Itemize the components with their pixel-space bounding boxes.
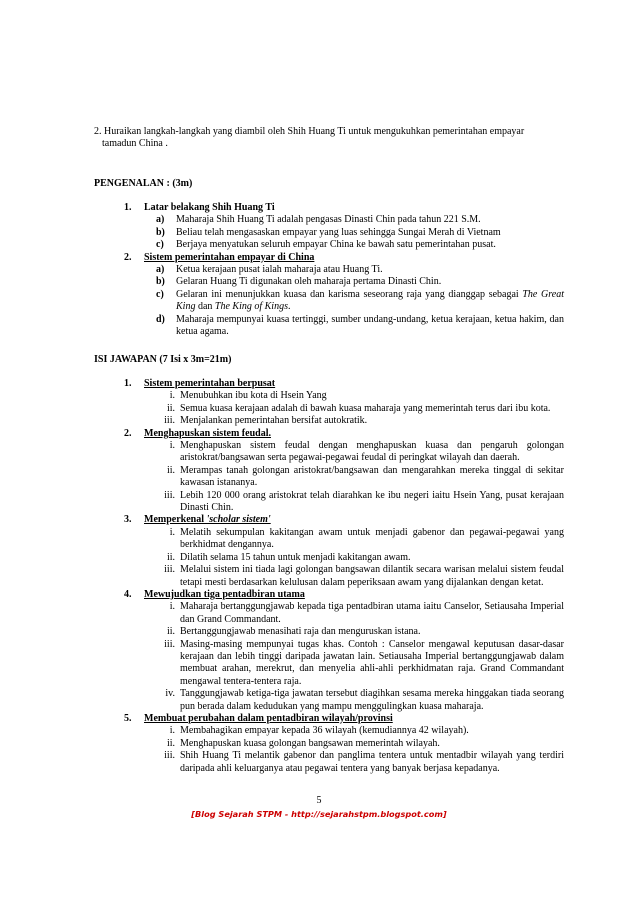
point	[156, 552, 564, 564]
point-marker: i.	[169, 390, 175, 402]
isi-item-2	[124, 428, 564, 440]
point-text-post: .	[287, 301, 291, 313]
item-number: 2.	[124, 427, 132, 439]
point-marker: b)	[156, 276, 165, 288]
item-number: 5.	[124, 712, 132, 724]
point-text: Ketua kerajaan pusat ialah maharaja atau Huang Ti.	[176, 264, 383, 276]
question-line-1: 2. Huraikan langkah-langkah yang diambil oleh Shih Huang Ti untuk mengukuhkan pemerintahan empayar	[94, 126, 525, 137]
pengenalan-item-2	[124, 252, 564, 264]
point-text: Menjalankan pemerintahan bersifat autokratik.	[180, 415, 368, 427]
point-text: Merampas tanah golongan aristokrat/bangsawan dan mengarahkan mereka tinggal di sekitar kawasan istananya.	[180, 464, 564, 489]
page-number: 5	[316, 795, 322, 806]
point-text-italic-2: The King of Kings	[214, 301, 288, 313]
point-text	[176, 289, 564, 314]
point-marker: i.	[169, 526, 175, 538]
point-marker: i.	[169, 601, 175, 613]
point	[156, 440, 564, 465]
point	[156, 750, 564, 775]
point-marker: ii.	[166, 464, 175, 476]
point-text: Semua kuasa kerajaan adalah di bawah kuasa maharaja yang memerintah terus dari ibu kota.	[180, 402, 551, 414]
point-marker: ii.	[166, 626, 175, 638]
point-text: Melalui sistem ini tiada lagi golongan bangsawan dilantik secara warisan melalui sistem feudal tetapi mesti berdasarkan kelulusan dalam peperiksaan awam yang dijalankan dengan ketat.	[180, 564, 564, 588]
point-text: Masing-masing mempunyai tugas khas. Contoh : Canselor mengawal keputusan dasar-dasar kerajaan dan lebih tinggi daripada jawatan lain. Setiausaha Imperial bertanggungjawab dalam membuat arahan, merekrut, dan menyelia ahli-ahli perkhidmatan raja. Grand Commandant mengawal tentera-tentera raja.	[180, 638, 564, 687]
isi-item-5	[124, 713, 564, 725]
point-text: Membahagikan empayar kepada 36 wilayah (kemudiannya 42 wilayah).	[180, 725, 469, 737]
item-number: 3.	[124, 514, 132, 526]
point	[156, 227, 564, 239]
point-text: Maharaja bertanggungjawab kepada tiga pentadbiran utama iaitu Canselor, Setiausaha Imperial dan Grand Commandant.	[180, 601, 564, 625]
item-label: Membuat perubahan dalam pentadbiran wilayah/provinsi	[144, 712, 393, 724]
point-text: Menghapuskan kuasa golongan bangsawan memerintah wilayah.	[180, 737, 440, 749]
point-marker: iii.	[164, 564, 175, 576]
point-marker: ii.	[166, 737, 175, 749]
point-text: Maharaja Shih Huang Ti adalah pengasas Dinasti Chin pada tahun 221 S.M.	[176, 214, 481, 226]
point-marker: c)	[156, 288, 164, 300]
point-marker: i.	[169, 725, 175, 737]
item-label: Latar belakang Shih Huang Ti	[144, 202, 275, 213]
point-marker: ii.	[166, 551, 175, 563]
point	[156, 289, 564, 314]
item-number: 4.	[124, 588, 132, 600]
point-marker: iii.	[164, 638, 175, 650]
point	[156, 626, 564, 638]
point-text: Berjaya menyatukan seluruh empayar China ke bawah satu pemerintahan pusat.	[176, 239, 496, 251]
point-marker: iii.	[164, 750, 175, 762]
point	[156, 415, 564, 427]
point	[156, 214, 564, 226]
point	[156, 276, 564, 288]
item-label: Sistem pemerintahan berpusat	[144, 378, 276, 389]
point	[156, 465, 564, 490]
pengenalan-list	[124, 202, 564, 338]
point	[156, 264, 564, 276]
item-label: Menghapuskan sistem feudal.	[144, 427, 271, 439]
point	[156, 239, 564, 251]
point-text-pre: Gelaran ini menunjukkan kuasa dan karisma seseorang raja yang dianggap sebagai	[176, 288, 523, 300]
point-text: Shih Huang Ti melantik gabenor dan panglima tentera untuk mentadbir wilayah yang terdiri daripada ahli keluarganya atau pegawai tentera yang banyak berjasa kepadanya.	[180, 750, 564, 774]
item-number: 1.	[124, 202, 132, 213]
isi-item-4	[124, 589, 564, 601]
point-marker: c)	[156, 239, 164, 251]
isi-list	[124, 378, 564, 775]
point-text: Beliau telah mengasaskan empayar yang luas sehingga Sungai Merah di Vietnam	[176, 226, 501, 238]
isi-item-1	[124, 378, 564, 390]
point-marker: a)	[156, 214, 165, 226]
item-label-text: Memperkenal	[144, 514, 207, 526]
isi-heading: ISI JAWAPAN (7 Isi x 3m=21m)	[94, 354, 232, 365]
point-text: Lebih 120 000 orang aristokrat telah diarahkan ke ibu negeri iaitu Hsein Yang, pusat kerajaan Dinasti Chin.	[180, 489, 564, 514]
point-text: Tanggungjawab ketiga-tiga jawatan tersebut diagihkan sesama mereka hinggakan tiada seorang pun berada dalam kedudukan yang mampu menggulingkan kuasa maharaja.	[180, 688, 564, 712]
point-marker: ii.	[166, 402, 175, 414]
point	[156, 738, 564, 750]
item-label-italic: 'scholar sistem'	[206, 514, 271, 526]
point-text-mid: dan	[195, 301, 215, 313]
point-marker: b)	[156, 226, 165, 238]
footer-link[interactable]: [Blog Sejarah STPM - http://sejarahstpm.blogspot.com]	[191, 809, 447, 819]
point	[156, 725, 564, 737]
item-label	[144, 514, 271, 526]
point	[156, 490, 564, 515]
point-marker: iv.	[165, 688, 175, 700]
point	[156, 601, 564, 626]
point	[156, 688, 564, 713]
point-text: Menghapuskan sistem feudal dengan menghapuskan kuasa dan pengaruh golongan aristokrat/bangsawan serta pegawai-pegawai feudal di peringkat wilayah dan daerah.	[180, 440, 564, 464]
pengenalan-heading: PENGENALAN : (3m)	[94, 178, 193, 189]
question-line-2: tamadun China .	[102, 138, 168, 150]
item-label: Sistem pemerintahan empayar di China	[144, 251, 315, 263]
point-text: Bertanggungjawab menasihati raja dan menguruskan istana.	[180, 626, 421, 638]
pengenalan-item-1	[124, 202, 564, 214]
isi-item-3	[124, 514, 564, 526]
item-number: 2.	[124, 251, 132, 263]
point	[156, 403, 564, 415]
point-text-italic-1: The Great King	[176, 288, 564, 313]
item-number: 1.	[124, 378, 132, 389]
point-text: Dilatih selama 15 tahun untuk menjadi kakitangan awam.	[180, 551, 411, 563]
point	[156, 639, 564, 689]
point-marker: i.	[169, 440, 175, 452]
point-text: Gelaran Huang Ti digunakan oleh maharaja pertama Dinasti Chin.	[176, 276, 442, 288]
item-label: Mewujudkan tiga pentadbiran utama	[144, 588, 305, 600]
point	[156, 564, 564, 589]
point-text: Melatih sekumpulan kakitangan awam untuk menjadi gabenor dan pegawai-pegawai yang berkhidmat dengannya.	[180, 526, 564, 551]
point-marker: d)	[156, 313, 165, 325]
point	[156, 527, 564, 552]
point-marker: iii.	[164, 489, 175, 501]
point-text: Menubuhkan ibu kota di Hsein Yang	[180, 390, 327, 402]
point-marker: a)	[156, 264, 165, 276]
point-marker: iii.	[164, 415, 175, 427]
point-text: Maharaja mempunyai kuasa tertinggi, sumber undang-undang, ketua kerajaan, ketua hakim, dan ketua agama.	[176, 313, 564, 338]
question-text	[94, 126, 574, 151]
point	[156, 390, 564, 402]
point	[156, 314, 564, 339]
